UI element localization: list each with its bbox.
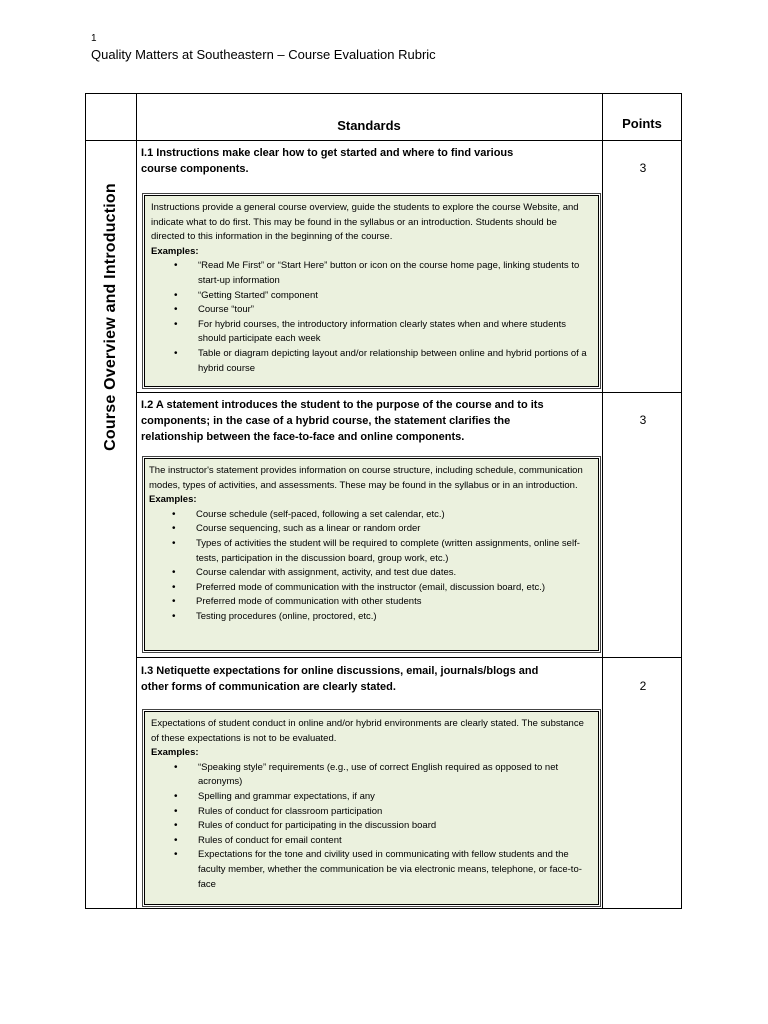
list-item: • “Speaking style” requirements (e.g., use of correct English required as opposed to net acronyms) xyxy=(198,761,592,790)
list-item: • Rules of conduct for email content xyxy=(198,834,592,849)
column-divider xyxy=(136,94,137,908)
list-item: • Rules of conduct for participating in the discussion board xyxy=(198,819,592,834)
list-item: • Testing procedures (online, proctored, etc.) xyxy=(196,610,592,625)
header-divider xyxy=(86,140,681,141)
examples-label: Examples: xyxy=(151,747,199,759)
standard-description: Expectations of student conduct in online and/or hybrid environments are clearly stated. The substance of these expectations is not to be evaluated. xyxy=(151,718,584,744)
list-item: • Course calendar with assignment, activity, and test due dates. xyxy=(196,566,592,581)
list-item: • “Getting Started” component xyxy=(198,289,592,304)
points-column-header: Points xyxy=(622,116,662,131)
standard-details-1-1 xyxy=(144,195,599,387)
standard-points-1-2: 3 xyxy=(639,413,647,427)
list-item: • Types of activities the student will be required to complete (written assignments, online self-tests, participation in the discussion board, group work, etc.) xyxy=(196,537,592,566)
list-item: • Expectations for the tone and civility used in communicating with fellow students and the faculty member, whether the communication be via electronic means, telephone, or face-to-face xyxy=(198,848,592,892)
document-title: Quality Matters at Southeastern – Course Evaluation Rubric xyxy=(91,47,436,62)
row-divider xyxy=(136,657,681,658)
list-item: • “Read Me First” or “Start Here” button or icon on the course home page, linking students to start-up information xyxy=(198,259,592,288)
column-divider xyxy=(602,94,603,908)
standard-description: The instructor's statement provides information on course structure, including schedule, communication modes, types of activities, and assessments. These may be found in the syllabus or in an introduction. xyxy=(149,465,583,491)
standard-points-1-1: 3 xyxy=(639,161,647,175)
list-item: • Course schedule (self-paced, following a set calendar, etc.) xyxy=(196,508,592,523)
examples-list xyxy=(149,508,592,625)
section-label xyxy=(86,141,136,494)
row-divider xyxy=(136,392,681,393)
rubric-table xyxy=(85,93,682,909)
standard-description: Instructions provide a general course overview, guide the students to explore the course Website, and indicate what to do first. This may be found in the syllabus or an introduction. Students should be directed to this information in the beginning of the course. xyxy=(151,202,579,243)
examples-label: Examples: xyxy=(149,494,197,506)
standard-title-1-1: I.1 Instructions make clear how to get started and where to find various course components. xyxy=(141,147,514,175)
list-item: • Spelling and grammar expectations, if any xyxy=(198,790,592,805)
standard-details-1-3 xyxy=(144,711,599,905)
standard-title-1-3: I.3 Netiquette expectations for online discussions, email, journals/blogs and other forms of communication are clearly stated. xyxy=(141,665,539,693)
examples-list xyxy=(151,259,592,376)
page-number: 1 xyxy=(91,33,97,44)
list-item: • Preferred mode of communication with the instructor (email, discussion board, etc.) xyxy=(196,581,592,596)
list-item: • Course “tour” xyxy=(198,303,592,318)
standard-title-1-2: I.2 A statement introduces the student to the purpose of the course and to its components; in the case of a hybrid course, the statement clarifies the relationship between the face-to-face and online components. xyxy=(141,399,544,443)
list-item: • For hybrid courses, the introductory information clearly states when and where students should participate each week xyxy=(198,318,592,347)
list-item: • Rules of conduct for classroom participation xyxy=(198,805,592,820)
examples-list xyxy=(151,761,592,892)
examples-label: Examples: xyxy=(151,245,199,257)
standard-details-1-2 xyxy=(144,458,599,651)
section-label-text: Course Overview and Introduction xyxy=(102,183,119,451)
list-item: • Preferred mode of communication with other students xyxy=(196,595,592,610)
list-item: • Course sequencing, such as a linear or random order xyxy=(196,522,592,537)
list-item: • Table or diagram depicting layout and/or relationship between online and hybrid portions of a hybrid course xyxy=(198,347,592,376)
standard-points-1-3: 2 xyxy=(639,679,647,693)
standards-column-header: Standards xyxy=(337,118,401,133)
